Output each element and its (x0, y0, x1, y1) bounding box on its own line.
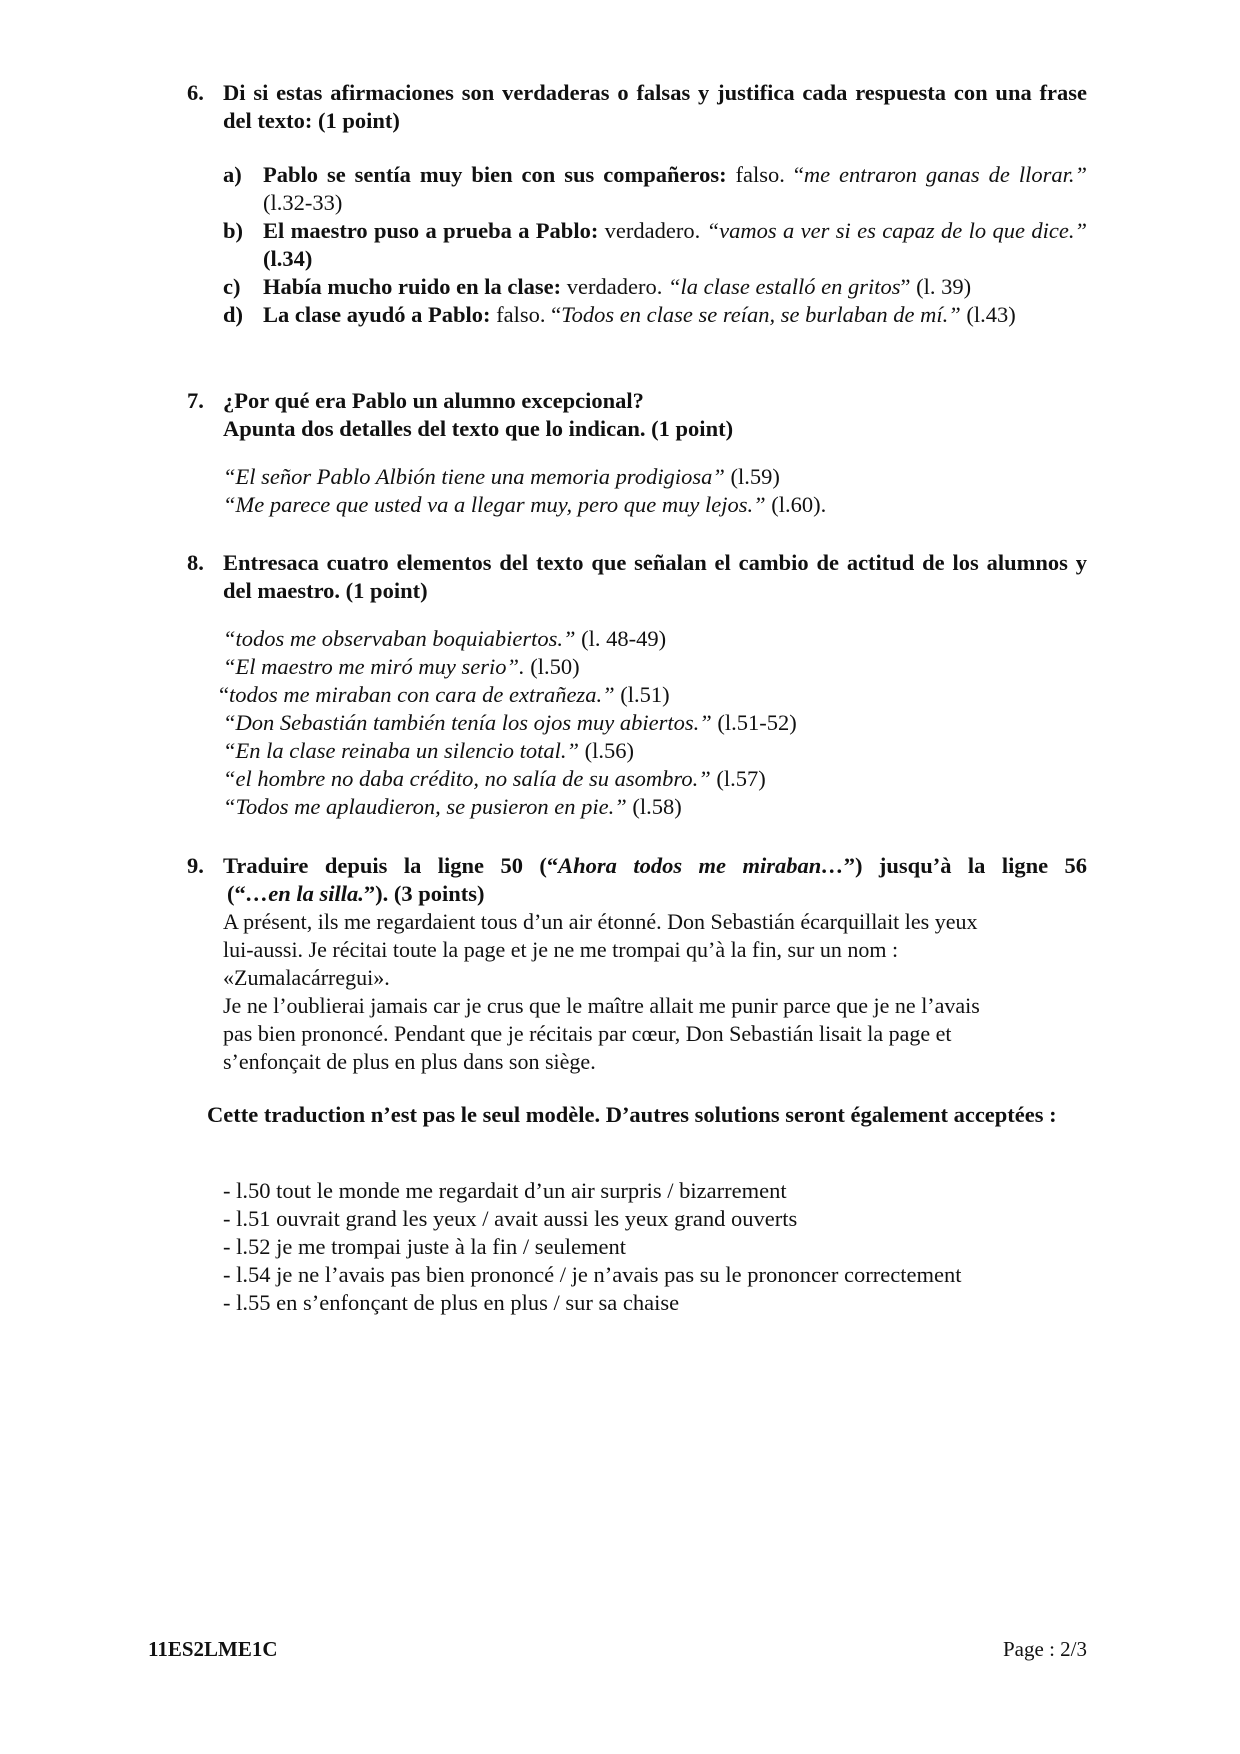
document-code: 11ES2LME1C (148, 1637, 278, 1661)
list-item: - l.54 je ne l’avais pas bien prononcé / je n’avais pas su le prononcer correctement (223, 1262, 962, 1287)
quote-line: “Todos me aplaudieron, se pusieron en pie.” (l.58) (223, 794, 682, 819)
translation-text: A présent, ils me regardaient tous d’un air étonné. Don Sebastián écarquillait les yeux lui-aussi. Je récitai toute la page et je ne me trompai qu’à la fin, sur un nom : «Zumalacárregui». Je ne l’oublierai jamais car je crus que le maître allait me punir parce que je ne l’avais pas bien prononcé. Pendant que je récitais par cœur, Don Sebastián lisait la page et s’enfonçait de plus en plus dans son siège. (223, 909, 980, 1074)
question-9 (187, 852, 1087, 1076)
quote-line: “El señor Pablo Albión tiene una memoria prodigiosa” (l.59) (223, 464, 780, 489)
page-number: Page : 2/3 (1003, 1637, 1087, 1661)
question-number: 7. (187, 388, 204, 413)
question-7 (187, 387, 1087, 519)
translation-note: Cette traduction n’est pas le seul modèle. D’autres solutions seront également acceptées : (207, 1102, 1057, 1127)
answer-item: b) El maestro puso a prueba a Pablo: verdadero. “vamos a ver si es capaz de lo que dice.” (l.34) (223, 218, 1087, 271)
quote-list (187, 463, 1087, 519)
question-6 (187, 79, 1087, 329)
quote-list (187, 625, 1087, 821)
question-6-title: 6. Di si estas afirmaciones son verdaderas o falsas y justifica cada respuesta con una frase del texto: (1 point) (187, 80, 1087, 133)
question-number: 6. (187, 80, 204, 105)
question-9-title: 9. Traduire depuis la ligne 50 (“Ahora todos me miraban…”) jusqu’à la ligne 56 (“…en la silla.”). (3 points) (187, 853, 1088, 906)
answer-item: a) Pablo se sentía muy bien con sus compañeros: falso. “me entraron ganas de llorar.” (l.32-33) (223, 162, 1087, 215)
quote-line: “En la clase reinaba un silencio total.” (l.56) (223, 738, 635, 763)
list-item: - l.50 tout le monde me regardait d’un air surpris / bizarrement (223, 1178, 787, 1203)
quote-line: “Don Sebastián también tenía los ojos muy abiertos.” (l.51-52) (223, 710, 797, 735)
quote-line: “El maestro me miró muy serio”. (l.50) (223, 654, 580, 679)
list-item: - l.52 je me trompai juste à la fin / seulement (223, 1234, 627, 1259)
question-7-title: 7. ¿Por qué era Pablo un alumno excepcional? Apunta dos detalles del texto que lo indican. (1 point) (187, 388, 734, 441)
question-number: 8. (187, 550, 204, 575)
alternatives-list (223, 1177, 1083, 1317)
quote-line: “todos me miraban con cara de extrañeza.” (l.51) (219, 682, 670, 707)
list-item: - l.55 en s’enfonçant de plus en plus / sur sa chaise (223, 1290, 680, 1315)
question-8 (187, 549, 1087, 821)
quote-line: “el hombre no daba crédito, no salía de su asombro.” (l.57) (223, 766, 766, 791)
answer-item: c) Había mucho ruido en la clase: verdadero. “la clase estalló en gritos” (l. 39) (223, 274, 972, 299)
answer-item: d) La clase ayudó a Pablo: falso. “Todos en clase se reían, se burlaban de mí.” (l.43) (223, 302, 1016, 327)
question-number: 9. (187, 853, 204, 878)
quote-line: “Me parece que usted va a llegar muy, pero que muy lejos.” (l.60). (223, 492, 827, 517)
question-8-title: 8. Entresaca cuatro elementos del texto que señalan el cambio de actitud de los alumnos y del maestro. (1 point) (187, 550, 1087, 603)
quote-line: “todos me observaban boquiabiertos.” (l. 48-49) (223, 626, 667, 651)
list-item: - l.51 ouvrait grand les yeux / avait aussi les yeux grand ouverts (223, 1206, 798, 1231)
